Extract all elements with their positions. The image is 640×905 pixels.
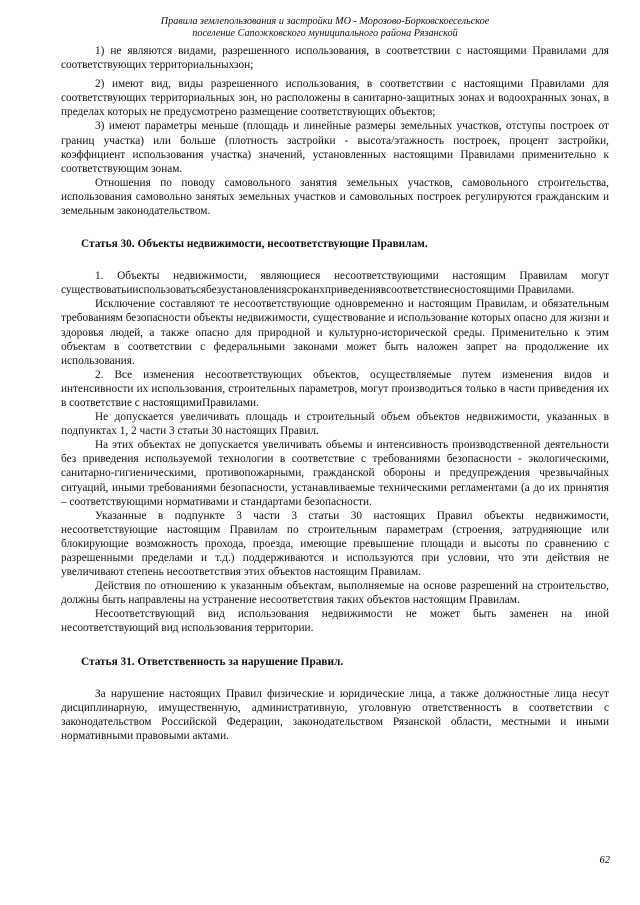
article-31-heading: Статья 31. Ответственность за нарушение Правил.	[81, 655, 344, 668]
paragraph: Не допускается увеличивать площадь и строительный объем объектов недвижимости, указанных в подпунктах 1, 2 части 3 статьи 30 настоящих Правил.	[61, 411, 609, 438]
paragraph: Исключение составляют те несоответствующие одновременно и настоящим Правилам, и обязательным требованиям безопасности объекты недвижимости, существование и использование которых опасно для жизни и здоровья людей, а также опасно для природной и культурно-исторической среды. Применительно к этим объектам в соответствии с федеральными законами может быть наложен запрет на продолжение их использования.	[61, 298, 609, 367]
paragraph: 1) не являются видами, разрешенного использования, в соответствии с настоящими Правилами для соответствующих территориальныхзон;	[61, 45, 609, 72]
paragraph: 3) имеют параметры меньше (площадь и линейные размеры земельных участков, отступы построек от границ участка) или больше (плотность застройки - высота/этажность построек, процент застройки, коэффициент использования участка) значений, установленных настоящими Правилами применительно к соответствующим зонам.	[61, 120, 609, 175]
paragraph: 2) имеют вид, виды разрешенного использования, в соответствии с настоящими Правилами для соответствующих территориальных зон, но расположены в санитарно-защитных зонах и водоохранных зонах, в пределах которых не предусмотрено размещение соответствующих объектов;	[61, 78, 609, 119]
paragraph: Действия по отношению к указанным объектам, выполняемые на основе разрешений на строительство, должны быть направлены на устранение несоответствия таких объектов настоящим Правилам.	[61, 580, 609, 607]
header-line-2: поселение Сапожковского муниципального района Рязанской	[192, 28, 458, 39]
article-30-heading: Статья 30. Объекты недвижимости, несоответствующие Правилам.	[81, 238, 428, 251]
document-body	[61, 44, 609, 743]
paragraph: Указанные в подпункте 3 части 3 статьи 30 настоящих Правил объекты недвижимости, несоответствующие настоящим Правилам по строительным параметрам (строения, затрудняющие или блокирующие возможность прохода, проезда, имеющие превышение площади и высоты по сравнению с разрешенными пределами и т.д.) поддерживаются и используются при условии, что эти действия не увеличивают степень несоответствия этих объектов настоящим Правилам.	[61, 509, 609, 579]
header-line-1: Правила землепользования и застройки МО - Морозово-Борковскоесельское	[160, 16, 490, 27]
running-header	[90, 16, 560, 40]
page-number: 62	[599, 855, 610, 866]
paragraph: Отношения по поводу самовольного занятия земельных участков, самовольного строительства, использования самовольно занятых земельных участков и самовольных построек регулируются гражданским и земельным законодательством.	[61, 176, 609, 218]
paragraph: Несоответствующий вид использования недвижимости не может быть заменен на иной несоответствующий вид использования территории.	[61, 608, 609, 635]
paragraph: На этих объектах не допускается увеличивать объемы и интенсивность производственной деятельности без приведения используемой технологии в соответствие с требованиями безопасности - экологическими, санитарно-гигиеническими, противопожарными, гражданской обороны и предупреждения чрезвычайных ситуаций, иными требованиями безопасности, устанавливаемые техническими регламентами (а до их принятия – соответствующими нормативами и стандартами безопасности.	[61, 439, 609, 508]
paragraph: 2. Все изменения несоответствующих объектов, осуществляемые путем изменения видов и интенсивности их использования, строительных параметров, могут производиться только в части приведения их в соответствие с настоящимиПравилами.	[61, 368, 609, 409]
paragraph: За нарушение настоящих Правил физические и юридические лица, а также должностные лица несут дисциплинарную, имущественную, административную, уголовную ответственность в соответствии с законодательством Российской Федерации, законодательством Рязанской области, местными и иными нормативными правовыми актами.	[61, 687, 609, 742]
paragraph: 1. Объекты недвижимости, являющиеся несоответствующими настоящим Правилам могут существоватьииспользоватьсябезустановлениясроканхприведениявсоответствиесностоящими Правилами.	[61, 270, 609, 297]
